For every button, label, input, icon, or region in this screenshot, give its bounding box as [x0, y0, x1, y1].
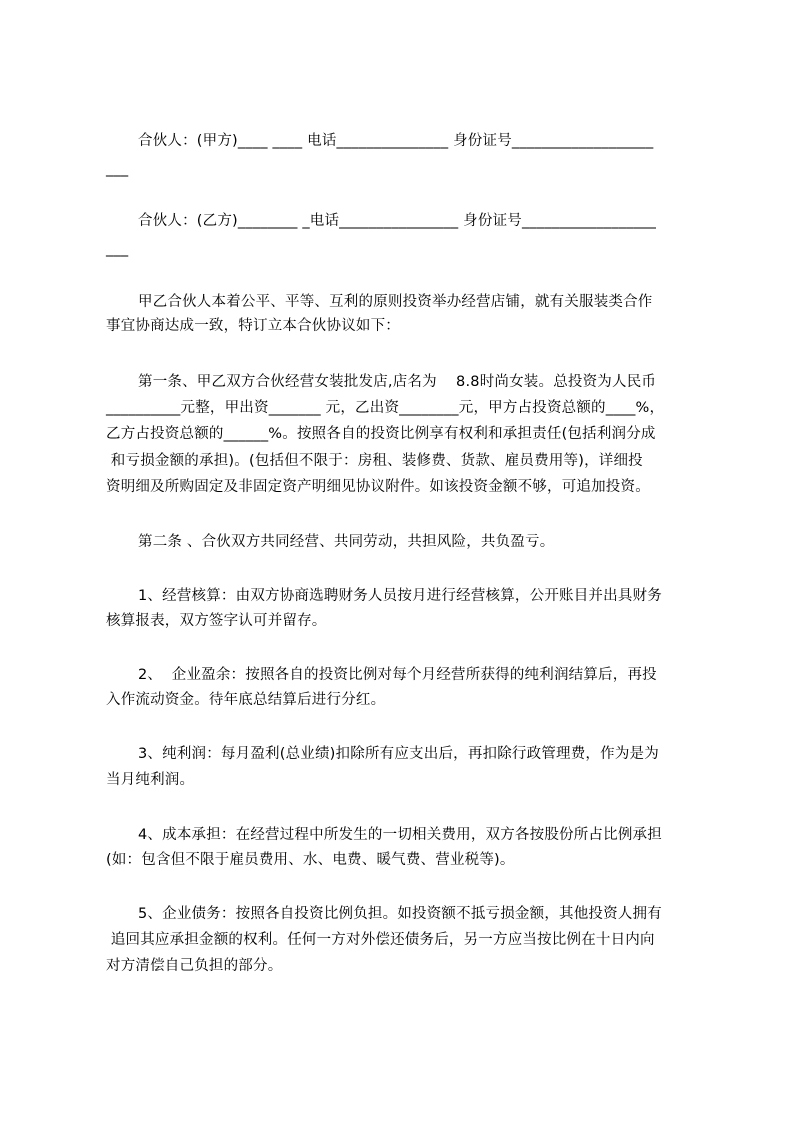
- clause-1-line: 核算报表，双方签字认可并留存。: [106, 613, 327, 629]
- article-1-line: 乙方占投资总额的______%。按照各自的投资比例享有权利和承担责任(包括利润分成: [106, 426, 656, 442]
- clause-5-line: 对方清偿自己负担的部分。: [106, 958, 283, 974]
- clause-2-line: 2、 企业盈余：按照各自的投资比例对每个月经营所获得的纯利润结算后，再投: [138, 667, 657, 683]
- clause-2-line: 入作流动资金。待年底总结算后进行分红。: [106, 692, 386, 708]
- article-2-line: 第二条 、合伙双方共同经营、共同劳动，共担风险，共负盈亏。: [138, 534, 555, 550]
- clause-1-line: 1、经营核算：由双方协商选聘财务人员按月进行经营核算，公开账目并出具财务: [138, 588, 662, 604]
- party-a-continuation: ___: [106, 161, 129, 177]
- article-1-line: 第一条、甲乙双方合伙经营女装批发店,店名为 8.8时尚女装。总投资为人民币: [138, 374, 657, 390]
- article-1-line: 资明细及所购固定及非固定资产明细见协议附件。如该投资金额不够，可追加投资。: [106, 479, 650, 495]
- party-b-line: 合伙人：(乙方)________ _电话________________ 身份证号__________________: [138, 213, 657, 229]
- clause-3-line: 3、纯利润：每月盈利(总业绩)扣除所有应支出后，再扣除行政管理费，作为是为: [138, 746, 659, 762]
- clause-5-line: 追回其应承担金额的权利。任何一方对外偿还债务后，另一方应当按比例在十日内向: [106, 932, 655, 948]
- clause-3-line: 当月纯利润。: [106, 772, 195, 788]
- article-1-line: __________元整，甲出资_______ 元，乙出资________元，甲方占投资总额的____%，: [106, 400, 665, 416]
- intro-paragraph-line: 甲乙合伙人本着公平、平等、互利的原则投资举办经营店铺，就有关服装类合作: [138, 294, 653, 310]
- article-1-line: 和亏损金额的承担)。(包括但不限于：房租、装修费、货款、雇员费用等)，详细投: [106, 453, 643, 469]
- clause-4-line: 4、成本承担：在经营过程中所发生的一切相关费用，双方各按股份所占比例承担: [138, 827, 662, 843]
- party-a-line: 合伙人：(甲方)____ ____ 电话_______________ 身份证号___________________: [138, 133, 654, 149]
- party-b-continuation: ___: [106, 241, 129, 257]
- clause-4-line: (如：包含但不限于雇员费用、水、电费、暖气费、营业税等)。: [106, 852, 515, 868]
- clause-5-line: 5、企业债务：按照各自投资比例负担。如投资额不抵亏损金额，其他投资人拥有: [138, 906, 662, 922]
- intro-paragraph-line: 事宜协商达成一致，特订立本合伙协议如下：: [106, 318, 400, 334]
